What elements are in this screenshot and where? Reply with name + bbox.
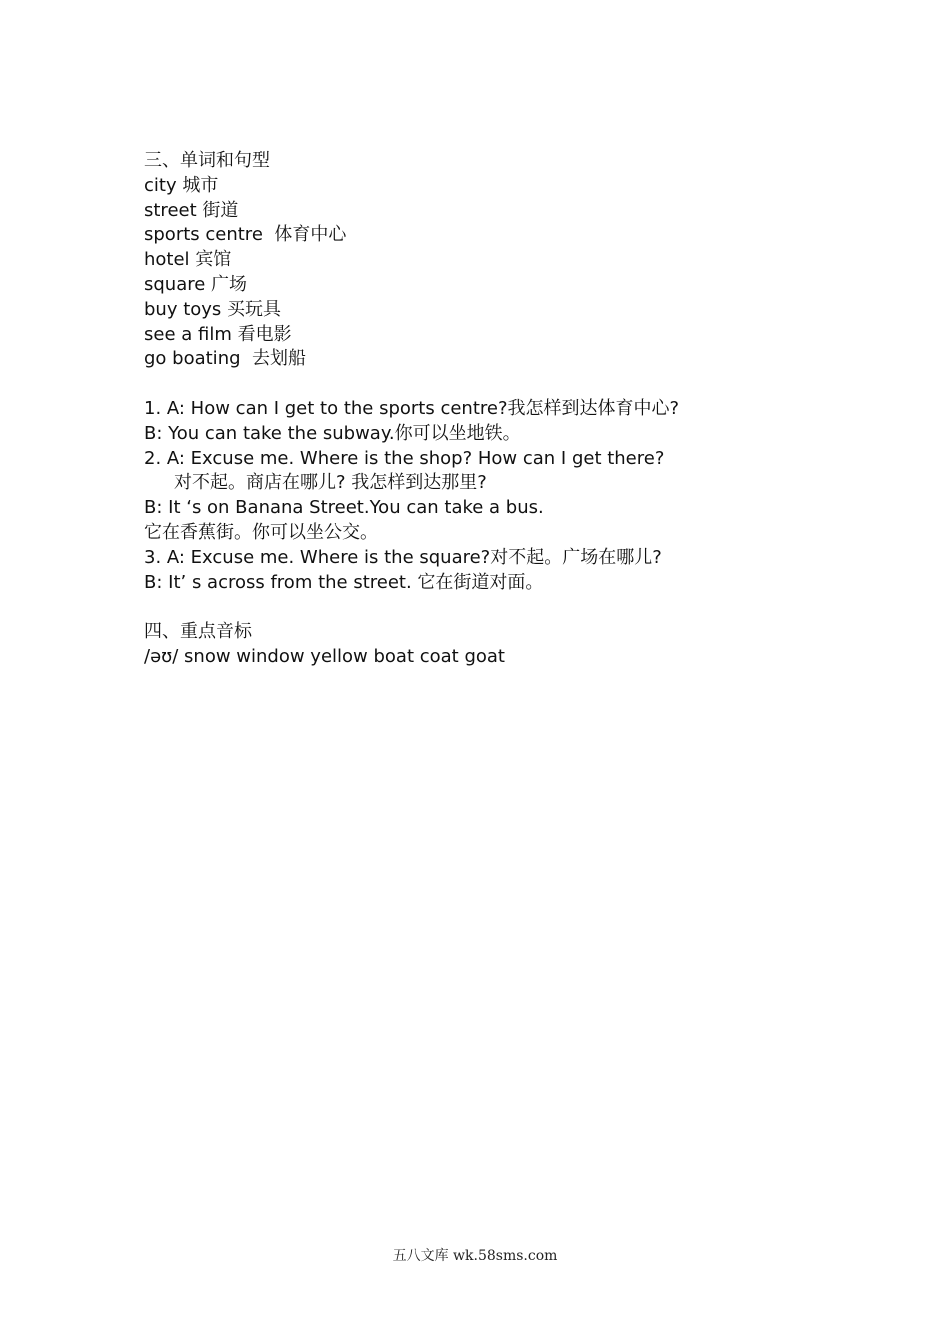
vocab-item: see a film 看电影	[144, 323, 292, 345]
dialogue-line: 1. A: How can I get to the sports centre?我怎样到达体育中心?	[144, 397, 680, 419]
vocab-item: street 街道	[144, 199, 239, 221]
dialogue-line: 3. A: Excuse me. Where is the square?对不起。广场在哪儿?	[144, 546, 662, 568]
vocab-item: square 广场	[144, 273, 248, 295]
dialogue-line: 对不起。商店在哪儿? 我怎样到达那里?	[174, 472, 487, 494]
page-footer: 五八文库 wk.58sms.com	[392, 1248, 558, 1264]
section-heading-vocab: 三、单词和句型	[144, 150, 270, 171]
dialogue-line: B: It’ s across from the street. 它在街道对面。	[144, 571, 544, 593]
section-heading-phonics: 四、重点音标	[144, 621, 252, 643]
dialogue-line: 2. A: Excuse me. Where is the shop? How can I get there?	[144, 447, 665, 469]
vocab-item: buy toys 买玩具	[144, 298, 282, 320]
dialogue-line: B: It ‘s on Banana Street.You can take a bus.	[144, 497, 544, 519]
vocab-item: city 城市	[144, 174, 219, 196]
document-body	[144, 149, 864, 670]
phonics-line: /əʊ/ snow window yellow boat coat goat	[144, 645, 505, 667]
blank-line	[144, 372, 864, 397]
vocab-item: go boating 去划船	[144, 348, 306, 370]
dialogue-line: 它在香蕉街。你可以坐公交。	[144, 521, 378, 543]
dialogue-line: B: You can take the subway.你可以坐地铁。	[144, 422, 521, 444]
vocab-item: hotel 宾馆	[144, 249, 232, 271]
blank-line	[144, 595, 864, 620]
vocab-item: sports centre 体育中心	[144, 224, 347, 246]
